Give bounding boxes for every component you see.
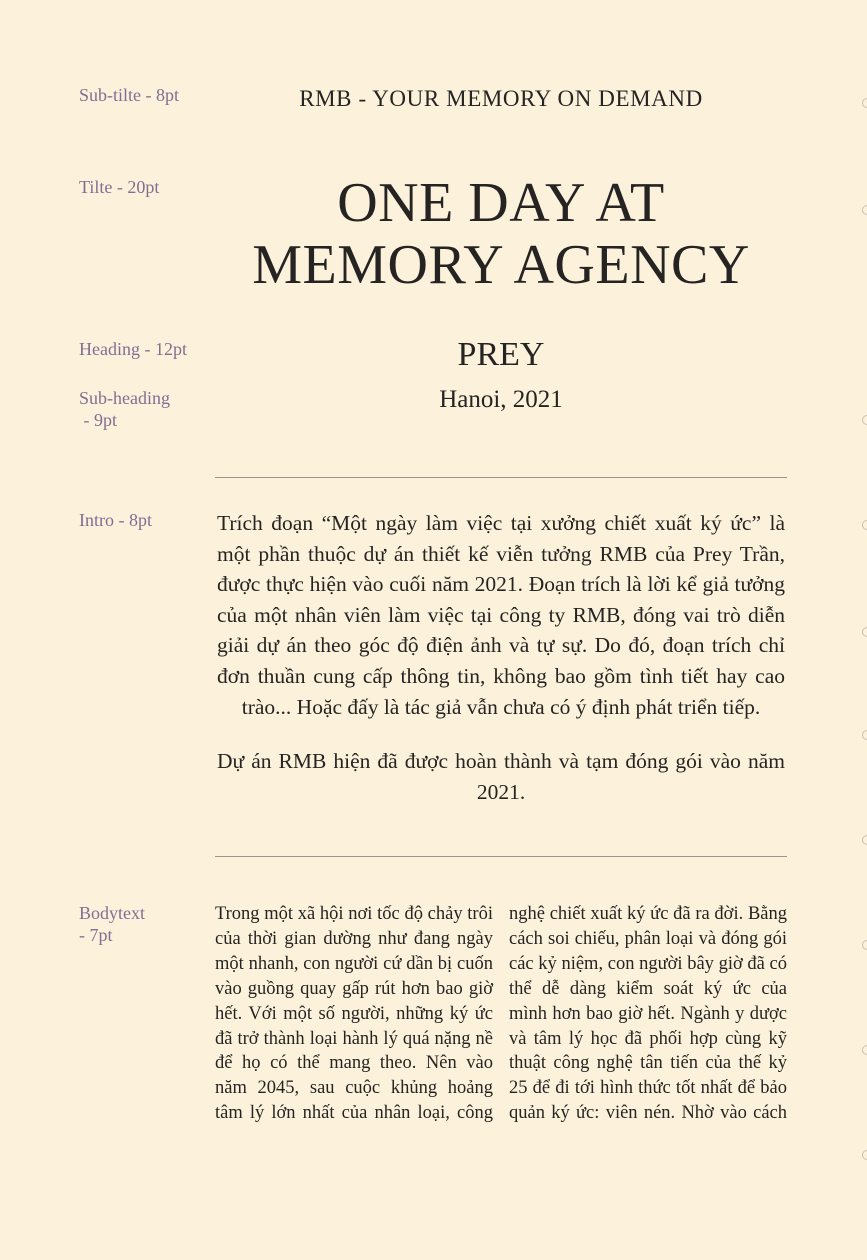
- margin-marker: [862, 1150, 867, 1160]
- intro-paragraph-1: Trích đoạn “Một ngày làm việc tại xưởng chiết xuất ký ức” là một phần thuộc dự án thiết kế viễn tưởng RMB của Prey Trần, được thực hiện vào cuối năm 2021. Đoạn trích là lời kể giả tưởng của một nhân viên làm việc tại công ty RMB, đóng vai trò diễn giải dự án theo góc độ điện ảnh và tự sự. Do đó, đoạn trích chỉ đơn thuần cung cấp thông tin, không bao gồm tình tiết hay cao trào... Hoặc đấy là tác giả vẫn chưa có ý định phát triển tiếp.: [217, 511, 785, 719]
- margin-marker: [862, 415, 867, 425]
- document-subheading: Hanoi, 2021: [439, 386, 563, 413]
- divider-top: [215, 477, 787, 478]
- divider-bottom: [215, 856, 787, 857]
- style-label-subheading-line1: Sub-heading: [79, 388, 170, 408]
- style-label-subheading: [79, 387, 170, 431]
- style-label-bodytext-line2: - 7pt: [79, 925, 113, 945]
- style-label-heading: Heading - 12pt: [79, 339, 187, 359]
- intro-paragraph-2: Dự án RMB hiện đã được hoàn thành và tạm đóng gói vào năm 2021.: [217, 749, 785, 804]
- body-column-2: nghệ chiết xuất ký ức đã ra đời. Bằng cách soi chiếu, phân loại và đóng gói các kỷ niệm, con người bây giờ đã có thể dễ dàng kiểm soát ký ức của mình hơn bao giờ hết. Ngành y dược và tâm lý học đã phối hợp cùng kỹ thuật công nghệ tân tiến của thế kỷ 25 để đi tới hình thức tốt nhất để bảo quản ký ức: viên nén. Nhờ vào cách: [509, 904, 787, 1124]
- margin-marker: [862, 205, 867, 215]
- margin-marker: [862, 835, 867, 845]
- document-title: [215, 172, 787, 296]
- body-column-1: Trong một xã hội nơi tốc độ chảy trôi của thời gian dường như đang ngày một nhanh, con người cứ dần bị cuốn vào guồng quay gấp rút hơn bao giờ hết. Với một số người, những ký ức đã trở thành loại hành lý quá nặng nề để họ có thể mang theo. Nên vào năm 2045, sau cuộc khủng hoảng tâm lý lớn nhất của nhân loại, công: [215, 904, 493, 1124]
- style-label-bodytext: [79, 902, 145, 946]
- margin-marker: [862, 520, 867, 530]
- style-label-subheading-line2: - 9pt: [79, 410, 117, 430]
- margin-marker: [862, 98, 867, 108]
- document-subtitle: RMB - YOUR MEMORY ON DEMAND: [299, 86, 703, 111]
- intro-section: [217, 508, 785, 807]
- document-heading: PREY: [457, 336, 545, 373]
- body-text-columns: [215, 902, 787, 1176]
- style-label-bodytext-line1: Bodytext: [79, 903, 145, 923]
- style-label-subtitle: Sub-tilte - 8pt: [79, 85, 179, 105]
- style-label-title: Tilte - 20pt: [79, 177, 160, 197]
- margin-marker: [862, 627, 867, 637]
- style-label-intro: Intro - 8pt: [79, 510, 152, 530]
- document-title-line1: ONE DAY AT: [337, 172, 665, 234]
- margin-marker: [862, 1045, 867, 1055]
- document-title-line2: MEMORY AGENCY: [252, 234, 750, 296]
- margin-marker: [862, 730, 867, 740]
- margin-marker: [862, 940, 867, 950]
